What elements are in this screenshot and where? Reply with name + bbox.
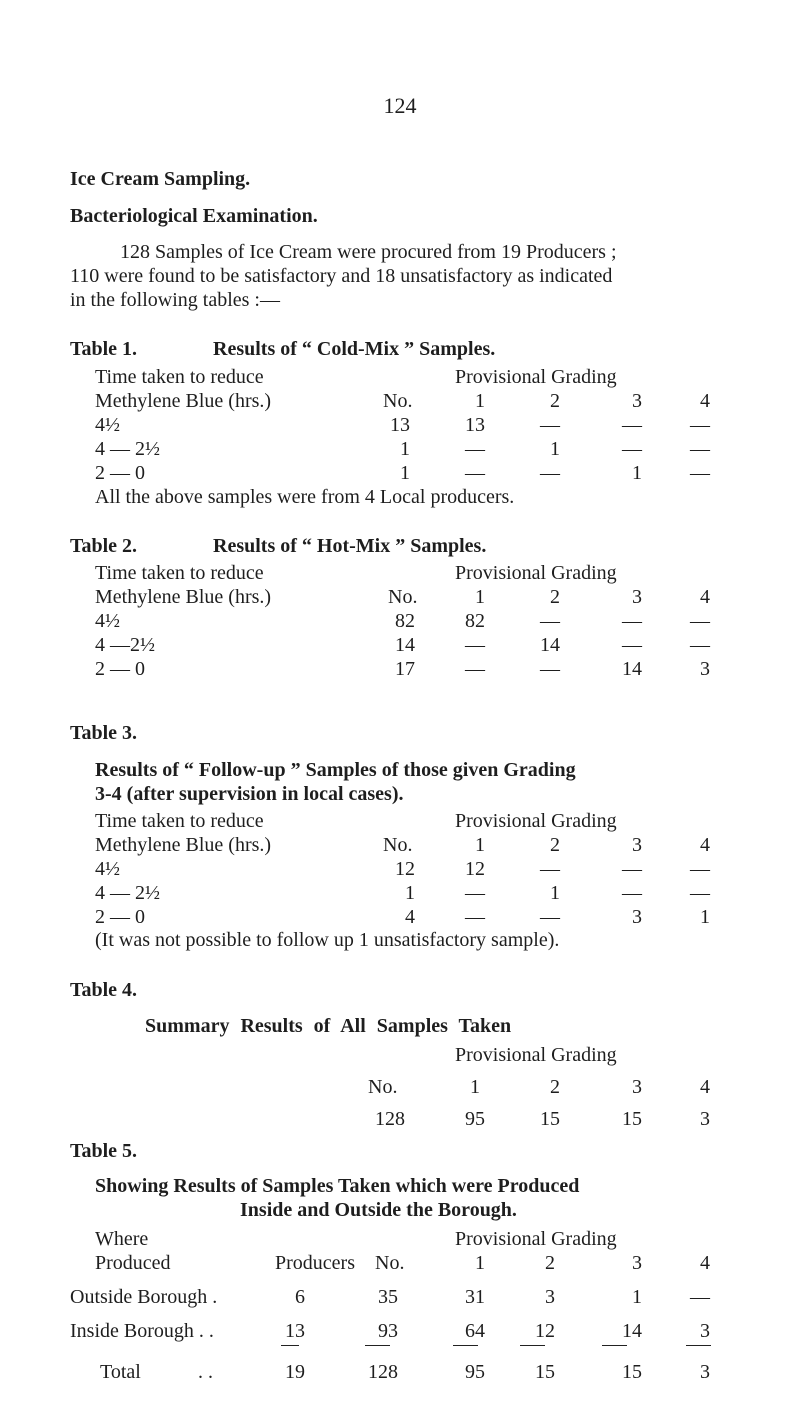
sub-heading: Bacteriological Examination.: [70, 205, 318, 227]
total-rule: [602, 1345, 627, 1346]
time-cell: 4½: [95, 858, 120, 880]
grade-4-header: 4: [700, 390, 710, 412]
grade-1-header: 1: [475, 834, 485, 856]
time-header: Time taken to reduce: [95, 366, 264, 388]
no-header: No.: [383, 390, 413, 412]
grade-4-header: 4: [700, 1252, 710, 1274]
no-header: No.: [388, 586, 418, 608]
g1-cell: —: [465, 438, 485, 460]
no-header: No.: [368, 1076, 398, 1098]
total-rule: [453, 1345, 478, 1346]
g2-cell: —: [540, 906, 560, 928]
intro-line-1: 128 Samples of Ice Cream were procured from 19 Producers ;: [120, 241, 617, 263]
table-row: [95, 1107, 710, 1139]
table-2-label: Table 2.: [70, 535, 138, 557]
time-cell: 2 — 0: [95, 906, 145, 928]
table-5-header-1: [95, 1227, 710, 1251]
grade-4-header: 4: [700, 834, 710, 856]
no-cell: 128: [375, 1108, 405, 1130]
no-cell: 82: [395, 610, 415, 632]
g2-cell: —: [540, 462, 560, 484]
g1-cell: 82: [465, 610, 485, 632]
table-2-header-1: [95, 561, 710, 585]
no-cell: 17: [395, 658, 415, 680]
grade-3-header: 3: [632, 834, 642, 856]
table-row: [95, 881, 710, 905]
time-cell: 4½: [95, 414, 120, 436]
no-cell: 35: [378, 1286, 398, 1308]
time-cell: 2 — 0: [95, 462, 145, 484]
g1-cell: —: [465, 658, 485, 680]
no-cell: 1: [405, 882, 415, 904]
g4-cell: —: [690, 1286, 710, 1308]
g3-cell: 15: [622, 1361, 642, 1383]
time-cell: 4 —2½: [95, 634, 155, 656]
g1-cell: —: [465, 462, 485, 484]
time-cell: 4 — 2½: [95, 438, 160, 460]
g2-cell: 12: [535, 1320, 555, 1342]
table-row: [95, 437, 710, 461]
g1-cell: 95: [465, 1361, 485, 1383]
total-rule: [686, 1345, 711, 1346]
no-cell: 1: [400, 438, 410, 460]
g3-cell: —: [622, 634, 642, 656]
grading-header: Provisional Grading: [455, 366, 617, 388]
methylene-header: Methylene Blue (hrs.): [95, 390, 272, 412]
no-cell: 128: [368, 1361, 398, 1383]
table-5-title-1: Showing Results of Samples Taken which were Produced: [95, 1175, 580, 1197]
g4-cell: 3: [700, 1361, 710, 1383]
total-label: Total: [100, 1361, 141, 1383]
grade-3-header: 3: [632, 586, 642, 608]
g1-cell: —: [465, 906, 485, 928]
grade-2-header: 2: [545, 1252, 555, 1274]
table-row: [95, 905, 710, 929]
producers-cell: 13: [285, 1320, 305, 1342]
table-1-header-2: [95, 389, 710, 413]
table-row: [95, 857, 710, 881]
no-cell: 1: [400, 462, 410, 484]
g1-cell: 12: [465, 858, 485, 880]
table-1-title: Results of “ Cold-Mix ” Samples.: [213, 338, 496, 360]
grade-1-header: 1: [470, 1076, 480, 1098]
table-5: [70, 1227, 710, 1353]
g1-cell: —: [465, 882, 485, 904]
grade-4-header: 4: [700, 586, 710, 608]
table-5-label: Table 5.: [70, 1140, 138, 1162]
grade-1-header: 1: [475, 390, 485, 412]
time-header: Time taken to reduce: [95, 810, 264, 832]
table-row: [95, 609, 710, 633]
table-1-header-1: [95, 365, 710, 389]
table-1: [95, 365, 710, 485]
g2-cell: 15: [540, 1108, 560, 1130]
total-rule: [281, 1345, 299, 1346]
g3-cell: —: [622, 438, 642, 460]
g1-cell: 64: [465, 1320, 485, 1342]
intro-line-2: 110 were found to be satisfactory and 18 unsatisfactory as indicated: [70, 265, 613, 287]
g3-cell: 15: [622, 1108, 642, 1130]
g4-cell: 3: [700, 658, 710, 680]
table-3-label: Table 3.: [70, 722, 138, 744]
table-row: [95, 413, 710, 437]
total-rule: [520, 1345, 545, 1346]
section-heading: Ice Cream Sampling.: [70, 168, 251, 190]
grading-header: Provisional Grading: [455, 810, 617, 832]
table-1-label: Table 1.: [70, 338, 138, 360]
g4-cell: —: [690, 414, 710, 436]
grade-2-header: 2: [550, 586, 560, 608]
g3-cell: 14: [622, 658, 642, 680]
grade-1-header: 1: [475, 586, 485, 608]
g4-cell: 1: [700, 906, 710, 928]
grade-2-header: 2: [550, 834, 560, 856]
g4-cell: —: [690, 882, 710, 904]
table-2: [95, 561, 710, 681]
g2-cell: 1: [550, 438, 560, 460]
total-dots: . .: [198, 1361, 213, 1383]
place-cell: Inside Borough . .: [70, 1320, 214, 1342]
no-header: No.: [383, 834, 413, 856]
time-header: Time taken to reduce: [95, 562, 264, 584]
table-5-header-2: [95, 1251, 710, 1285]
intro-line-3: in the following tables :—: [70, 289, 280, 311]
table-2-header-2: [95, 585, 710, 609]
table-5-total: [95, 1360, 710, 1384]
g3-cell: —: [622, 414, 642, 436]
grade-1-header: 1: [475, 1252, 485, 1274]
g2-cell: —: [540, 858, 560, 880]
no-cell: 12: [395, 858, 415, 880]
table-4-header-2: [95, 1075, 710, 1107]
g1-cell: 13: [465, 414, 485, 436]
g3-cell: —: [622, 858, 642, 880]
no-cell: 13: [390, 414, 410, 436]
grade-3-header: 3: [632, 1252, 642, 1274]
g2-cell: —: [540, 414, 560, 436]
g1-cell: —: [465, 634, 485, 656]
g4-cell: —: [690, 438, 710, 460]
grading-header: Provisional Grading: [455, 562, 617, 584]
methylene-header: Methylene Blue (hrs.): [95, 586, 272, 608]
where-header: Where: [95, 1228, 149, 1250]
table-4-header-1: [95, 1043, 710, 1075]
total-row: [95, 1360, 710, 1384]
time-cell: 4 — 2½: [95, 882, 160, 904]
table-row: [95, 461, 710, 485]
table-3-title-1: Results of “ Follow-up ” Samples of those given Grading: [95, 759, 576, 781]
methylene-header: Methylene Blue (hrs.): [95, 834, 272, 856]
g3-cell: 1: [632, 462, 642, 484]
table-row: [95, 633, 710, 657]
g2-cell: —: [540, 658, 560, 680]
no-header: No.: [375, 1252, 405, 1274]
table-4-label: Table 4.: [70, 979, 138, 1001]
table-4-title: Summary Results of All Samples Taken: [145, 1015, 512, 1037]
producers-cell: 19: [285, 1361, 305, 1383]
table-3: [95, 809, 710, 929]
grade-2-header: 2: [550, 1076, 560, 1098]
grade-3-header: 3: [632, 1076, 642, 1098]
grade-4-header: 4: [700, 1076, 710, 1098]
no-cell: 14: [395, 634, 415, 656]
grade-2-header: 2: [550, 390, 560, 412]
grade-3-header: 3: [632, 390, 642, 412]
table-5-title-2: Inside and Outside the Borough.: [240, 1199, 517, 1221]
producers-cell: 6: [295, 1286, 305, 1308]
table-3-title-2: 3-4 (after supervision in local cases).: [95, 783, 404, 805]
g4-cell: —: [690, 858, 710, 880]
g3-cell: 14: [622, 1320, 642, 1342]
g4-cell: 3: [700, 1108, 710, 1130]
table-row: [95, 657, 710, 681]
no-cell: 4: [405, 906, 415, 928]
place-cell: Outside Borough .: [70, 1286, 218, 1308]
g3-cell: —: [622, 882, 642, 904]
g4-cell: —: [690, 462, 710, 484]
table-3-note: (It was not possible to follow up 1 unsatisfactory sample).: [95, 929, 560, 951]
g1-cell: 95: [465, 1108, 485, 1130]
table-3-header-2: [95, 833, 710, 857]
g3-cell: 1: [632, 1286, 642, 1308]
table-row: [70, 1319, 710, 1353]
grading-header: Provisional Grading: [455, 1228, 617, 1250]
table-4: [95, 1043, 710, 1139]
time-cell: 2 — 0: [95, 658, 145, 680]
g4-cell: —: [690, 634, 710, 656]
g2-cell: 3: [545, 1286, 555, 1308]
producers-header: Producers: [275, 1252, 355, 1274]
table-1-note: All the above samples were from 4 Local producers.: [95, 486, 515, 508]
g3-cell: 3: [632, 906, 642, 928]
produced-header: Produced: [95, 1252, 171, 1274]
g4-cell: 3: [700, 1320, 710, 1342]
g2-cell: 14: [540, 634, 560, 656]
table-row: [70, 1285, 710, 1319]
time-cell: 4½: [95, 610, 120, 632]
total-rule: [365, 1345, 390, 1346]
g1-cell: 31: [465, 1286, 485, 1308]
g3-cell: —: [622, 610, 642, 632]
grading-header: Provisional Grading: [455, 1044, 617, 1066]
g2-cell: 15: [535, 1361, 555, 1383]
page-number: 124: [383, 93, 417, 118]
g2-cell: —: [540, 610, 560, 632]
g2-cell: 1: [550, 882, 560, 904]
table-2-title: Results of “ Hot-Mix ” Samples.: [213, 535, 487, 557]
no-cell: 93: [378, 1320, 398, 1342]
g4-cell: —: [690, 610, 710, 632]
table-3-header-1: [95, 809, 710, 833]
